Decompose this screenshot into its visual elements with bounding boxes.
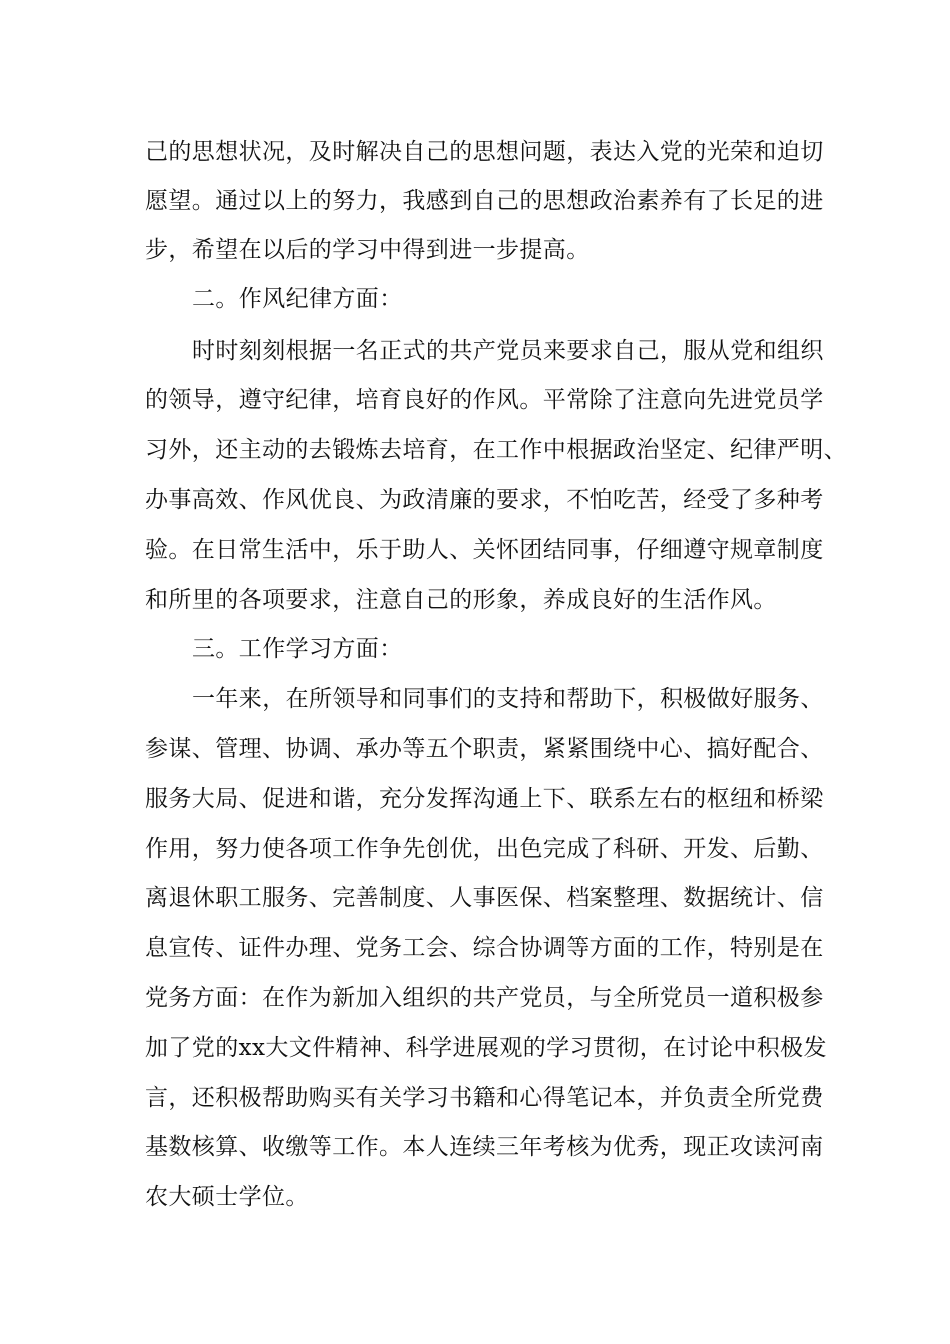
text-line: 验。在日常生活中，乐于助人、关怀团结同事，仔细遵守规章制度 xyxy=(145,537,824,563)
text-line: 习外，还主动的去锻炼去培育，在工作中根据政治坚定、纪律严明、 xyxy=(145,437,847,463)
text-line: 己的思想状况，及时解决自己的思想问题，表达入党的光荣和迫切 xyxy=(145,139,824,165)
text-line: 离退休职工服务、完善制度、人事医保、档案整理、数据统计、信 xyxy=(145,885,824,911)
text-line: 愿望。通过以上的努力，我感到自己的思想政治素养有了长足的进 xyxy=(145,188,824,214)
section-heading-3: 三。工作学习方面： xyxy=(192,636,403,662)
text-line: 的领导，遵守纪律，培育良好的作风。平常除了注意向先进党员学 xyxy=(145,387,824,413)
text-line: 农大硕士学位。 xyxy=(145,1184,309,1210)
text-line: 和所里的各项要求，注意自己的形象，养成良好的生活作风。 xyxy=(145,587,777,613)
text-line: 一年来，在所领导和同事们的支持和帮助下，积极做好服务、 xyxy=(192,686,824,712)
text-line: 时时刻刻根据一名正式的共产党员来要求自己，服从党和组织 xyxy=(192,338,824,364)
text-line: 作用，努力使各项工作争先创优，出色完成了科研、开发、后勤、 xyxy=(145,836,824,862)
text-line: 办事高效、作风优良、为政清廉的要求，不怕吃苦，经受了多种考 xyxy=(145,487,824,513)
text-line: 参谋、管理、协调、承办等五个职责，紧紧围绕中心、搞好配合、 xyxy=(145,736,824,762)
text-line: 步，希望在以后的学习中得到进一步提高。 xyxy=(145,237,590,263)
text-line: 息宣传、证件办理、党务工会、综合协调等方面的工作，特别是在 xyxy=(145,935,824,961)
text-line: 言，还积极帮助购买有关学习书籍和心得笔记本，并负责全所党费 xyxy=(145,1085,824,1111)
text-line: 基数核算、收缴等工作。本人连续三年考核为优秀，现正攻读河南 xyxy=(145,1134,824,1160)
text-line: 服务大局、促进和谐，充分发挥沟通上下、联系左右的枢纽和桥梁 xyxy=(145,786,824,812)
text-line: 党务方面：在作为新加入组织的共产党员，与全所党员一道积极参 xyxy=(145,985,824,1011)
text-line: 加了党的xx大文件精神、科学进展观的学习贯彻，在讨论中积极发 xyxy=(145,1035,827,1061)
section-heading-2: 二。作风纪律方面： xyxy=(192,286,403,312)
